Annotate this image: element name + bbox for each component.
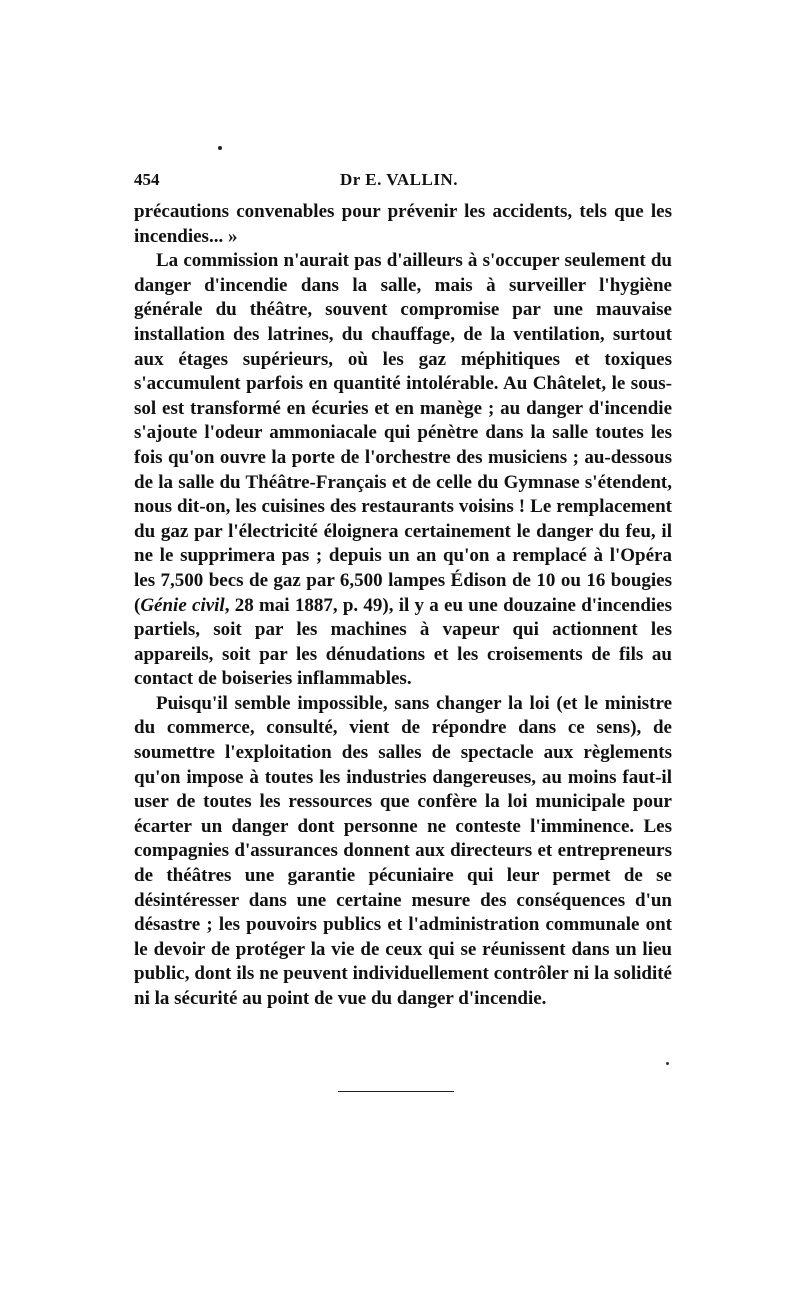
running-header: [134, 170, 666, 196]
paragraph-2-tail: , 28 mai 1887, p. 49), il y a eu une douzaine d'incendies partiels, soit par les machines à vapeur qui actionnent les appareils, soit par les dénudations et les croisements de fils au contact de boiseries inflammables.: [134, 594, 672, 690]
margin-speck: [666, 1062, 669, 1065]
page-speck: [218, 146, 222, 150]
paragraph-2-text: La commission n'aurait pas d'ailleurs à s'occuper seulement du danger d'incendie dans la salle, mais à surveiller l'hygiène générale du théâtre, souvent compromise par une mauvaise installation des latrines, du chauffage, de la ventilation, surtout aux étages supérieurs, où les gaz méphitiques et toxiques s'accumulent parfois en quantité intolérable. Au Châtelet, le sous-sol est transformé en écuries et en manège ; au danger d'incendie s'ajoute l'odeur ammoniacale qui pénètre dans la salle toutes les fois qu'on ouvre la porte de l'orchestre des musiciens ; au-dessous de la salle du Théâtre-Français et de celle du Gymnase s'étendent, nous dit-on, les cuisines des restaurants voisins ! Le remplacement du gaz par l'électricité éloignera certainement le danger du feu, il ne le supprimera pas ; depuis un an qu'on a remplacé à l'Opéra les 7,500 becs de gaz par 6,500 lampes Édison de 10 ou 16 bougies (: [134, 250, 672, 616]
citation-journal: Génie civil: [140, 594, 225, 616]
body-text: [134, 200, 672, 1012]
page-number: 454: [134, 170, 160, 189]
end-rule: [338, 1091, 454, 1092]
paragraph-2: [134, 249, 672, 692]
paragraph-1: précautions convenables pour prévenir les accidents, tels que les incendies... »: [134, 201, 672, 247]
paragraph-3: Puisqu'il semble impossible, sans changer la loi (et le ministre du commerce, consulté, vient de répondre dans ce sens), de soumettre l'exploitation des salles de spectacle aux règlements qu'on impose à toutes les industries dangereuses, au moins faut-il user de toutes les ressources que confère la loi municipale pour écarter un danger dont personne ne conteste l'imminence. Les compagnies d'assurances donnent aux directeurs et entrepreneurs de théâtres une garantie pécuniaire qui leur permet de se désintéresser dans une certaine mesure des conséquences d'un désastre ; les pouvoirs publics et l'administration communale ont le devoir de protéger la vie de ceux qui se réunissent dans un lieu public, dont ils ne peuvent individuellement contrôler ni la solidité ni la sécurité au point de vue du danger d'incendie.: [134, 692, 672, 1009]
running-title: Dr E. VALLIN.: [340, 170, 458, 189]
